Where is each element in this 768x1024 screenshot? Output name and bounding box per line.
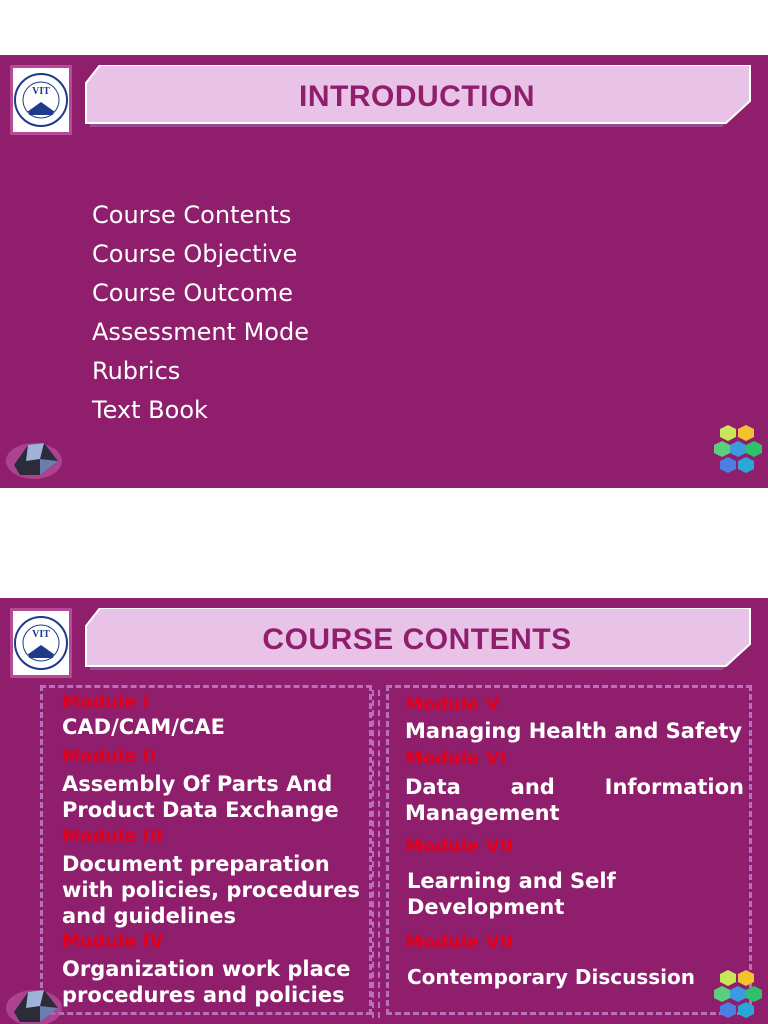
hexagon-cluster-icon — [714, 425, 762, 481]
agenda-item: Course Objective — [92, 240, 298, 268]
logo-label: VIT — [32, 629, 50, 640]
agenda-list — [92, 196, 309, 430]
agenda-item: Rubrics — [92, 357, 181, 385]
module-topic: Document preparation with policies, procedures and guidelines — [62, 852, 361, 928]
module-topic: Managing Health and Safety — [405, 719, 743, 743]
emblem-icon — [13, 68, 69, 132]
slide-introduction — [0, 55, 768, 488]
module-topic: Assembly Of Parts And Product Data Exchange — [62, 772, 339, 822]
module-label: Module VII — [405, 932, 513, 953]
agenda-item: Course Contents — [92, 201, 292, 229]
module-label: Module I — [62, 692, 150, 713]
slide-title: COURSE CONTENTS — [262, 623, 572, 656]
module-label: Module VII — [405, 836, 513, 857]
module-topic: Learning and Self Development — [407, 869, 616, 919]
panel-divider — [372, 690, 380, 1018]
hexagon-cluster-icon — [714, 970, 762, 1024]
module-label: Module V — [405, 694, 500, 715]
module-label: Module III — [62, 826, 163, 847]
module-label: Module II — [62, 746, 157, 767]
slide-course-contents — [0, 598, 768, 1024]
module-topic: Data and Information Management — [405, 775, 744, 825]
agenda-item: Text Book — [92, 396, 208, 424]
module-topic: Contemporary Discussion — [407, 965, 695, 989]
slide-title: INTRODUCTION — [299, 80, 535, 113]
agenda-item: Course Outcome — [92, 279, 293, 307]
logo-label: VIT — [32, 86, 50, 97]
module-topic: Organization work place procedures and policies — [62, 957, 351, 1007]
institute-logo — [10, 65, 72, 135]
institute-logo — [10, 608, 72, 678]
emblem-icon — [13, 611, 69, 675]
gem-icon — [4, 435, 64, 481]
gem-icon — [4, 982, 64, 1024]
module-topic: CAD/CAM/CAE — [62, 715, 226, 739]
module-label: Module VI — [405, 748, 507, 769]
agenda-item: Assessment Mode — [92, 318, 309, 346]
module-label: Module IV — [62, 931, 164, 952]
